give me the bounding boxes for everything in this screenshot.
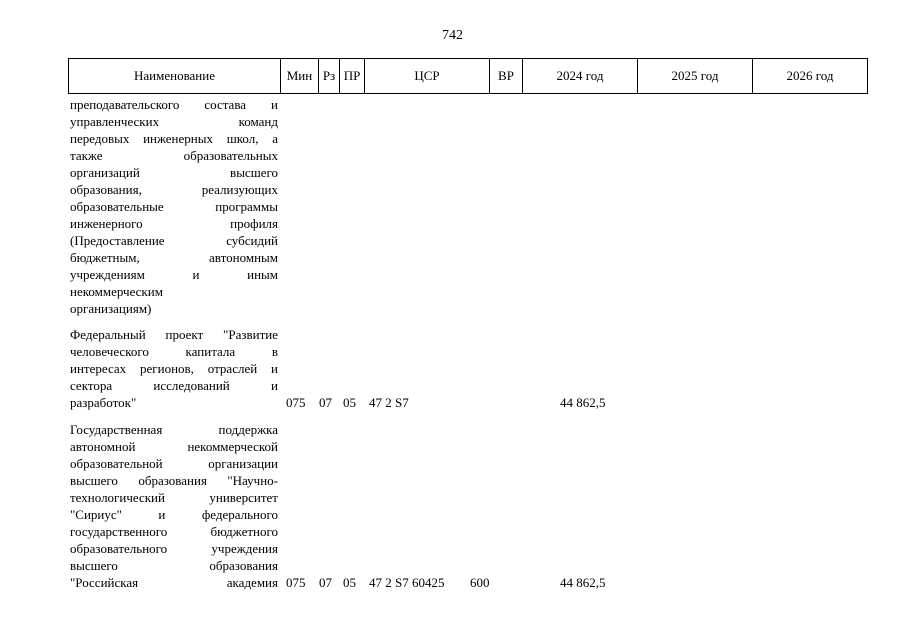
name-line: "Российская академия — [70, 575, 278, 590]
name-line: инженерного профиля — [70, 216, 278, 231]
name-line: преподавательского состава и — [70, 97, 278, 112]
row-pr-code: 05 — [343, 395, 356, 410]
row-name-state-support — [70, 421, 278, 591]
name-line: бюджетным, автономным — [70, 250, 278, 265]
name-line: организаций высшего — [70, 165, 278, 180]
row-pr-code: 05 — [343, 575, 356, 590]
column-header-csr: ЦСР — [365, 59, 490, 94]
name-line: Государственная поддержка — [70, 422, 278, 437]
row-name-federal-project — [70, 326, 278, 411]
name-line: человеческого капитала в — [70, 344, 278, 359]
name-line: образовательной организации — [70, 456, 278, 471]
name-line: автономной некоммерческой — [70, 439, 278, 454]
name-line: Федеральный проект "Развитие — [70, 327, 278, 342]
name-line: технологический университет — [70, 490, 278, 505]
name-line: управленческих команд — [70, 114, 278, 129]
name-line: "Сириус" и федерального — [70, 507, 278, 522]
column-header-2026: 2026 год — [753, 59, 868, 94]
page-number: 742 — [442, 28, 463, 43]
row-min-code: 075 — [286, 575, 306, 590]
row-vr-code: 600 — [470, 575, 490, 590]
name-line: передовых инженерных школ, а — [70, 131, 278, 146]
name-line: высшего образования — [70, 558, 278, 573]
column-header-vr: ВР — [490, 59, 523, 94]
name-line: (Предоставление субсидий — [70, 233, 278, 248]
name-line: учреждениям и иным — [70, 267, 278, 282]
name-line: также образовательных — [70, 148, 278, 163]
column-header-min: Мин — [281, 59, 319, 94]
name-line: образовательного учреждения — [70, 541, 278, 556]
name-line: высшего образования "Научно- — [70, 473, 278, 488]
name-line: образовательные программы — [70, 199, 278, 214]
name-line: организациям) — [70, 301, 152, 316]
name-line: образования, реализующих — [70, 182, 278, 197]
table-header — [68, 58, 868, 94]
row-rz-code: 07 — [319, 575, 332, 590]
name-line: сектора исследований и — [70, 378, 278, 393]
name-line: разработок" — [70, 395, 137, 410]
column-header-rz: Рз — [319, 59, 340, 94]
row-csr-code: 47 2 S7 60425 — [369, 575, 445, 590]
row-csr-code: 47 2 S7 — [369, 395, 409, 410]
column-header-pr: ПР — [340, 59, 365, 94]
column-header-2025: 2025 год — [638, 59, 753, 94]
row-min-code: 075 — [286, 395, 306, 410]
row-amount-2024: 44 862,5 — [560, 575, 606, 590]
column-header-2024: 2024 год — [523, 59, 638, 94]
column-header-name: Наименование — [69, 59, 281, 94]
row-rz-code: 07 — [319, 395, 332, 410]
row-name-continuation — [70, 96, 278, 317]
name-line: некоммерческим — [70, 284, 163, 299]
name-line: интересах регионов, отраслей и — [70, 361, 278, 376]
name-line: государственного бюджетного — [70, 524, 278, 539]
row-amount-2024: 44 862,5 — [560, 395, 606, 410]
